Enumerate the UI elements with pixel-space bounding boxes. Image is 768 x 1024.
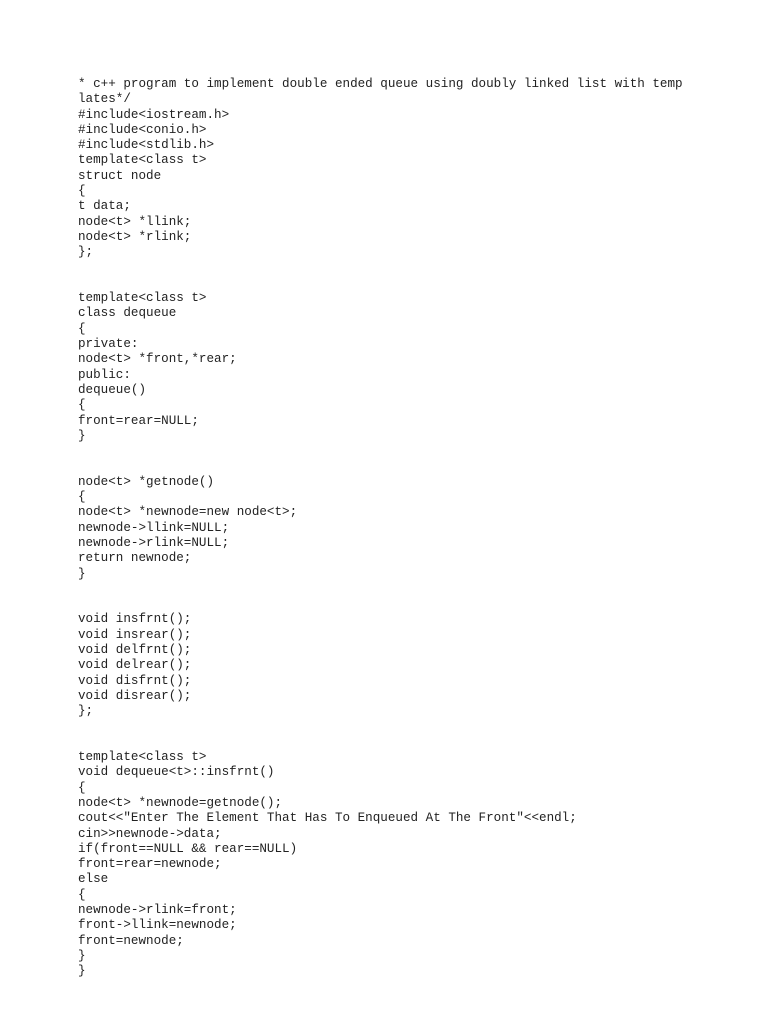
code-line: cout<<"Enter The Element That Has To Enqueued At The Front"<<endl; <box>78 811 577 826</box>
code-line: newnode->rlink=NULL; <box>78 535 230 550</box>
code-line: template<class t> <box>78 750 207 765</box>
code-line: } <box>78 428 86 443</box>
code-line: node<t> *front,*rear; <box>78 352 237 367</box>
code-line: void delrear(); <box>78 658 192 673</box>
code-line: { <box>78 321 86 336</box>
code-line: node<t> *rlink; <box>78 229 192 244</box>
code-line: struct node <box>78 168 162 183</box>
code-line: public: <box>78 367 131 382</box>
code-line: { <box>78 184 86 199</box>
code-line <box>78 735 683 750</box>
code-line: }; <box>78 704 94 719</box>
code-line: node<t> *getnode() <box>78 474 215 489</box>
code-line: dequeue() <box>78 382 147 397</box>
code-line <box>78 582 683 597</box>
code-line: #include<stdlib.h> <box>78 138 215 153</box>
code-line <box>78 261 683 276</box>
code-line: void disrear(); <box>78 688 192 703</box>
code-line <box>78 276 683 291</box>
code-line: front=rear=NULL; <box>78 413 199 428</box>
code-line: node<t> *newnode=getnode(); <box>78 795 283 810</box>
code-line: front=rear=newnode; <box>78 857 222 872</box>
code-line: { <box>78 490 86 505</box>
code-line: void insrear(); <box>78 627 192 642</box>
code-line: front=newnode; <box>78 933 184 948</box>
code-line <box>78 719 683 734</box>
code-line: void delfrnt(); <box>78 642 192 657</box>
code-line: } <box>78 566 86 581</box>
code-line: { <box>78 887 86 902</box>
code-line <box>78 444 683 459</box>
code-line: }; <box>78 245 94 260</box>
code-line: class dequeue <box>78 306 177 321</box>
code-line: template<class t> <box>78 291 207 306</box>
code-line: newnode->rlink=front; <box>78 903 237 918</box>
code-line <box>78 597 683 612</box>
code-line <box>78 459 683 474</box>
code-line: private: <box>78 337 139 352</box>
code-line: void insfrnt(); <box>78 612 192 627</box>
code-line: front->llink=newnode; <box>78 918 237 933</box>
code-line: node<t> *llink; <box>78 214 192 229</box>
code-line: newnode->llink=NULL; <box>78 520 230 535</box>
code-line: lates*/ <box>78 92 131 107</box>
code-line: { <box>78 398 86 413</box>
code-line: #include<conio.h> <box>78 122 207 137</box>
code-line: void dequeue<t>::insfrnt() <box>78 765 275 780</box>
code-line: template<class t> <box>78 153 207 168</box>
code-line: cin>>newnode->data; <box>78 826 222 841</box>
code-line: } <box>78 964 86 979</box>
code-line: * c++ program to implement double ended queue using doubly linked list with temp <box>78 77 683 91</box>
code-line: } <box>78 948 86 963</box>
code-line: t data; <box>78 199 131 214</box>
code-line: else <box>78 872 109 887</box>
code-line: { <box>78 780 86 795</box>
code-listing <box>78 77 683 980</box>
code-line: if(front==NULL && rear==NULL) <box>78 841 298 856</box>
code-line: #include<iostream.h> <box>78 107 230 122</box>
code-line: void disfrnt(); <box>78 673 192 688</box>
code-line: return newnode; <box>78 551 192 566</box>
code-line: node<t> *newnode=new node<t>; <box>78 505 298 520</box>
